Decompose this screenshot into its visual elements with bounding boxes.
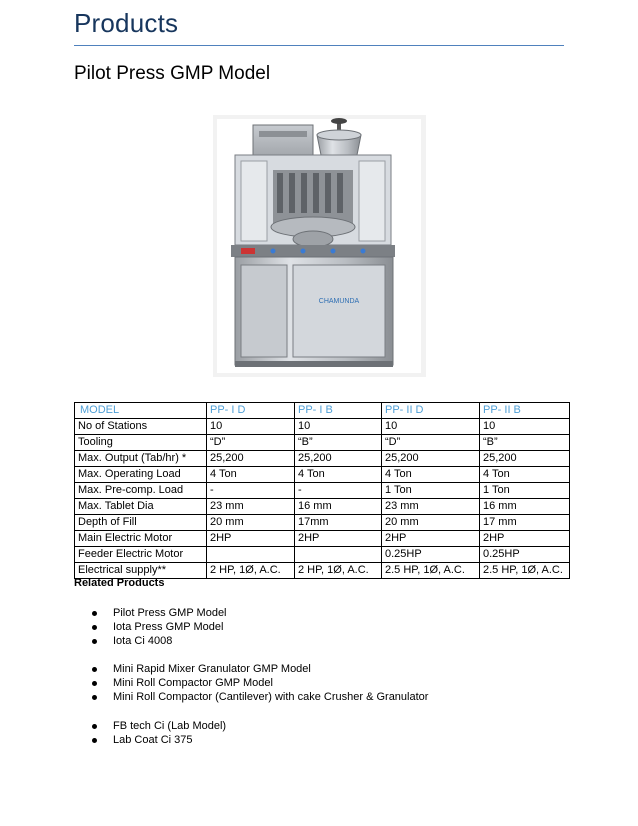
product-photo — [213, 115, 426, 377]
bullet-icon — [92, 639, 97, 644]
product-subtitle: Pilot Press GMP Model — [74, 63, 271, 84]
related-product-link[interactable]: FB tech Ci (Lab Model) — [113, 720, 227, 732]
table-cell: 17mm — [295, 515, 382, 531]
list-item[interactable] — [92, 634, 227, 648]
table-cell: 2HP — [480, 531, 570, 547]
row-label: Tooling — [75, 435, 207, 451]
heading-divider — [74, 45, 564, 46]
row-label: Max. Tablet Dia — [75, 499, 207, 515]
table-cell: 4 Ton — [295, 467, 382, 483]
related-product-link[interactable]: Mini Rapid Mixer Granulator GMP Model — [113, 663, 311, 675]
table-cell: “B” — [295, 435, 382, 451]
related-list-group-1 — [92, 606, 227, 648]
list-item[interactable] — [92, 606, 227, 620]
table-cell: 17 mm — [480, 515, 570, 531]
tablet-press-machine-icon — [213, 115, 426, 377]
table-row — [75, 483, 570, 499]
row-label: Depth of Fill — [75, 515, 207, 531]
table-cell: 1 Ton — [480, 483, 570, 499]
row-label: Max. Pre-comp. Load — [75, 483, 207, 499]
bullet-icon — [92, 667, 97, 672]
row-label: Feeder Electric Motor — [75, 547, 207, 563]
related-product-link[interactable]: Iota Press GMP Model — [113, 621, 224, 633]
row-label: Electrical supply** — [75, 563, 207, 579]
table-cell: 2HP — [382, 531, 480, 547]
table-row — [75, 515, 570, 531]
table-cell: 4 Ton — [480, 467, 570, 483]
table-cell: 10 — [295, 419, 382, 435]
brand-label: CHAMUNDA — [318, 298, 360, 305]
table-cell: 2.5 HP, 1Ø, A.C. — [480, 563, 570, 579]
related-products-heading: Related Products — [74, 577, 165, 589]
bullet-icon — [92, 611, 97, 616]
table-cell: 1 Ton — [382, 483, 480, 499]
table-cell: 2 HP, 1Ø, A.C. — [207, 563, 295, 579]
column-header: MODEL — [75, 403, 207, 419]
table-cell: 16 mm — [295, 499, 382, 515]
table-row — [75, 435, 570, 451]
table-cell: 10 — [480, 419, 570, 435]
table-cell: 2HP — [207, 531, 295, 547]
table-cell: “D” — [207, 435, 295, 451]
column-header: PP- I B — [295, 403, 382, 419]
table-cell: 10 — [207, 419, 295, 435]
table-cell: 10 — [382, 419, 480, 435]
bullet-icon — [92, 738, 97, 743]
table-cell: 23 mm — [382, 499, 480, 515]
table-cell: “D” — [382, 435, 480, 451]
table-cell: “B” — [480, 435, 570, 451]
table-cell: 25,200 — [480, 451, 570, 467]
table-cell: 16 mm — [480, 499, 570, 515]
list-item[interactable] — [92, 676, 428, 690]
table-cell: 25,200 — [382, 451, 480, 467]
related-product-link[interactable]: Iota Ci 4008 — [113, 635, 173, 647]
row-label: Max. Operating Load — [75, 467, 207, 483]
bullet-icon — [92, 695, 97, 700]
related-list-group-3 — [92, 719, 226, 747]
list-item[interactable] — [92, 620, 227, 634]
table-cell: 20 mm — [382, 515, 480, 531]
table-cell: 4 Ton — [207, 467, 295, 483]
table-cell: - — [295, 483, 382, 499]
related-product-link[interactable]: Pilot Press GMP Model — [113, 607, 227, 619]
specification-table — [74, 402, 570, 579]
list-item[interactable] — [92, 733, 226, 747]
bullet-icon — [92, 724, 97, 729]
list-item[interactable] — [92, 719, 226, 733]
related-product-link[interactable]: Lab Coat Ci 375 — [113, 734, 193, 746]
list-item[interactable] — [92, 662, 428, 676]
table-cell: 0.25HP — [480, 547, 570, 563]
bullet-icon — [92, 625, 97, 630]
table-cell: 25,200 — [295, 451, 382, 467]
row-label: Main Electric Motor — [75, 531, 207, 547]
table-cell — [295, 547, 382, 563]
table-cell: 23 mm — [207, 499, 295, 515]
page-title: Products — [74, 8, 179, 38]
bullet-icon — [92, 681, 97, 686]
table-cell: 25,200 — [207, 451, 295, 467]
table-cell: 2HP — [295, 531, 382, 547]
table-cell: 2 HP, 1Ø, A.C. — [295, 563, 382, 579]
table-row — [75, 531, 570, 547]
table-cell — [207, 547, 295, 563]
table-header-row — [75, 403, 570, 419]
table-cell: 0.25HP — [382, 547, 480, 563]
related-product-link[interactable]: Mini Roll Compactor (Cantilever) with cake Crusher & Granulator — [113, 691, 429, 703]
table-row — [75, 451, 570, 467]
related-list-group-2 — [92, 662, 428, 704]
row-label: No of Stations — [75, 419, 207, 435]
table-row — [75, 499, 570, 515]
column-header: PP- I D — [207, 403, 295, 419]
table-row — [75, 419, 570, 435]
row-label: Max. Output (Tab/hr) * — [75, 451, 207, 467]
table-row — [75, 467, 570, 483]
related-product-link[interactable]: Mini Roll Compactor GMP Model — [113, 677, 273, 689]
table-cell: 20 mm — [207, 515, 295, 531]
column-header: PP- II B — [480, 403, 570, 419]
table-cell: 2.5 HP, 1Ø, A.C. — [382, 563, 480, 579]
table-row — [75, 547, 570, 563]
list-item[interactable] — [92, 690, 428, 704]
table-cell: 4 Ton — [382, 467, 480, 483]
column-header: PP- II D — [382, 403, 480, 419]
table-cell: - — [207, 483, 295, 499]
